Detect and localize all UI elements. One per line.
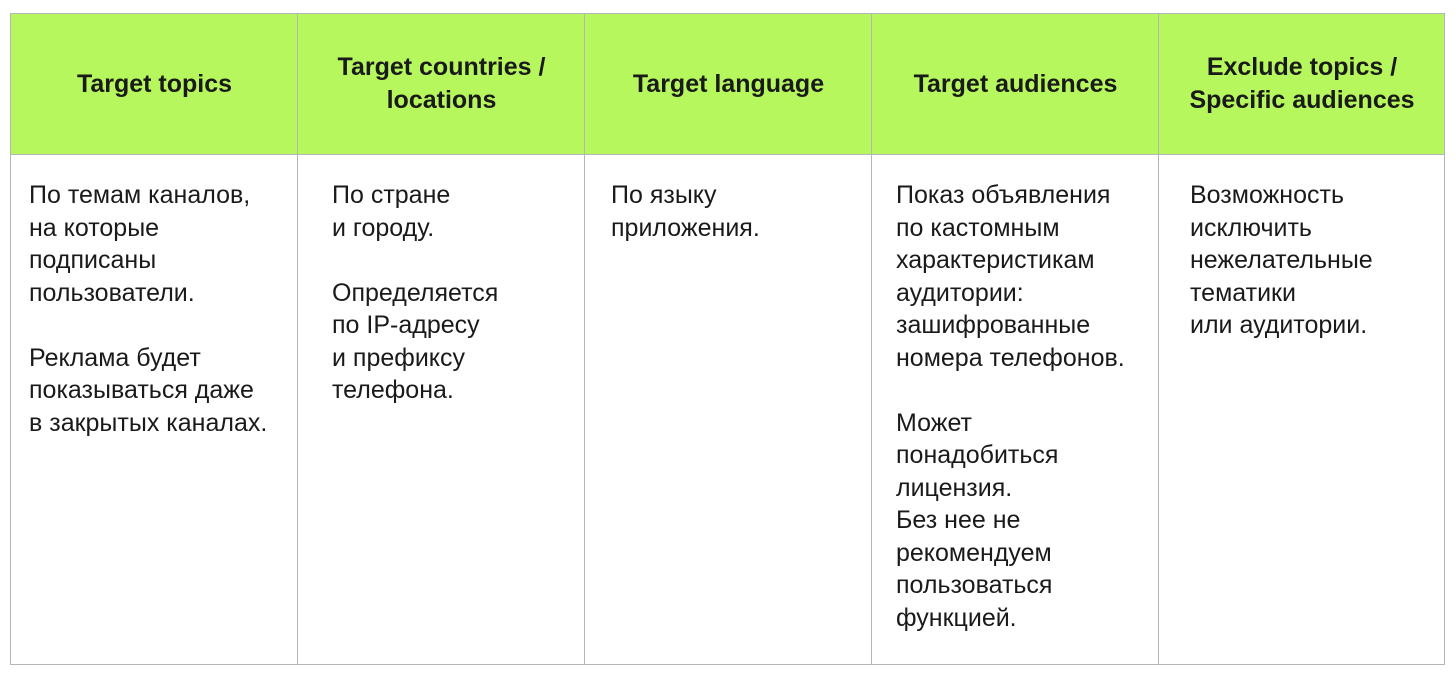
cell-exclude-topics: Возможность исключить нежелательные тематики или аудитории.	[1190, 181, 1373, 339]
column-divider	[1158, 14, 1159, 664]
table-header-row	[11, 14, 1444, 155]
column-divider	[297, 14, 298, 664]
column-divider	[584, 14, 585, 664]
header-target-topics: Target topics	[76, 69, 233, 98]
cell-target-countries: По стране и городу. Определяется по IP-адресу и префиксу телефона.	[332, 181, 499, 404]
header-exclude-topics: Exclude topics / Specific audiences	[1189, 53, 1415, 114]
cell-target-language: По языку приложения.	[611, 181, 760, 242]
cell-target-audiences: Показ объявления по кастомным характеристикам аудитории: зашифрованные номера телефонов. Может понадобиться лицензия. Без нее не рекомендуем пользоваться функцией.	[896, 181, 1125, 632]
header-target-audiences: Target audiences	[913, 69, 1118, 98]
cell-target-topics: По темам каналов, на которые подписаны пользователи. Реклама будет показываться даже в закрытых каналах.	[29, 181, 268, 437]
header-target-language: Target language	[632, 69, 825, 98]
header-target-countries: Target countries / locations	[337, 53, 546, 114]
column-divider	[871, 14, 872, 664]
targeting-table	[10, 13, 1445, 665]
